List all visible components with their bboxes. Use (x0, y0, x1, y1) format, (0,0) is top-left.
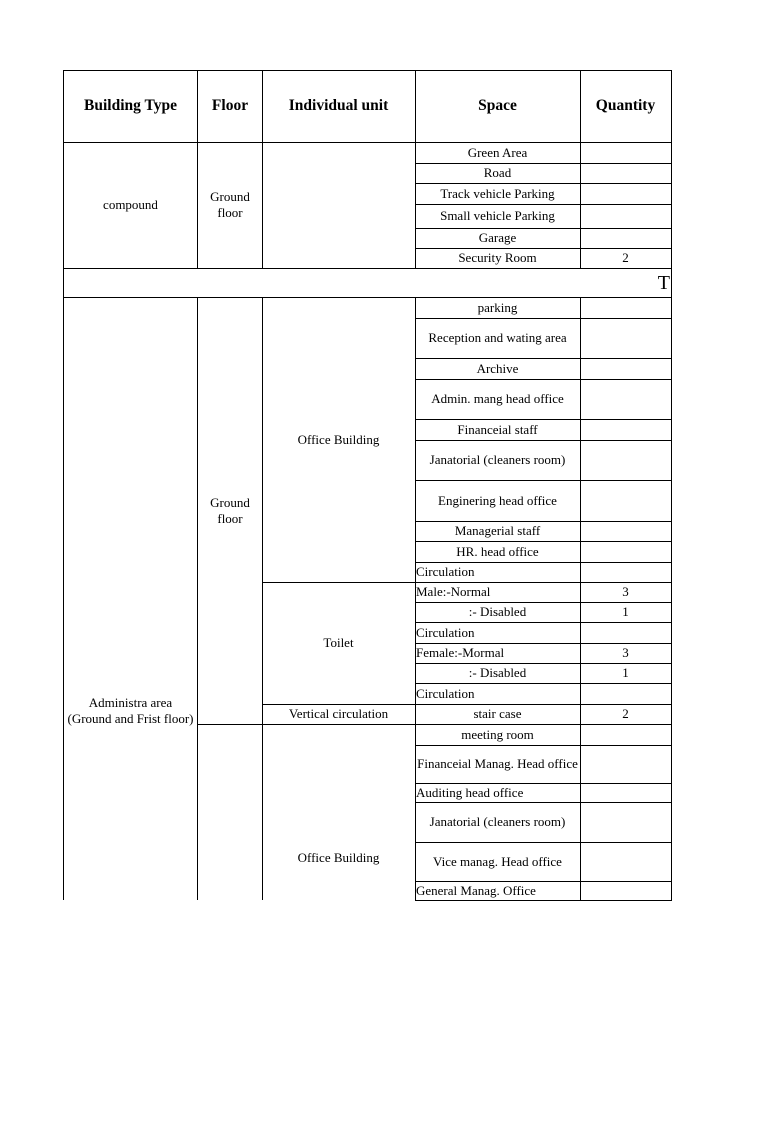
admin-office-quantity-cell (580, 440, 671, 480)
compound-floor: Ground floor (210, 189, 250, 220)
header-building-type: Building Type (84, 97, 177, 114)
admin-toilet-space-cell: Female:-Mormal (416, 645, 505, 660)
admin-first-floor-quantity-cell (580, 783, 671, 802)
compound-building-type: compound (103, 197, 158, 212)
admin-toilet-space-cell: :- Disabled (468, 665, 527, 680)
admin-toilet-space-cell: Male:-Normal (416, 584, 491, 599)
header-space: Space (478, 97, 517, 114)
admin-toilet-space-cell: Circulation (416, 624, 475, 640)
admin-office-quantity-cell (580, 480, 671, 521)
admin-toilet-quantity-cell: 1 (622, 665, 629, 680)
admin-first-floor-quantity-cell (580, 842, 671, 881)
header-individual-unit: Individual unit (288, 97, 389, 114)
admin-first-floor-quantity-cell (580, 802, 671, 842)
admin-toilet-space-cell: :- Disabled (468, 604, 527, 619)
admin-office-space-cell: Circulation (416, 564, 475, 579)
compound-space-cell: Green Area (467, 144, 528, 160)
admin-vertical-circulation-unit: Vertical circulation (288, 706, 389, 721)
admin-toilet-quantity-cell (580, 622, 671, 643)
admin-office-quantity-cell (580, 541, 671, 562)
compound-quantity-cell (580, 228, 671, 248)
admin-office-space-cell: Managerial staff (454, 523, 541, 538)
admin-vertical-space-cell: stair case (473, 706, 522, 721)
compound-quantity-cell: 2 (622, 250, 629, 265)
admin-office-space-cell: Archive (476, 360, 519, 376)
admin-office-space-cell: parking (477, 299, 518, 315)
compound-quantity-cell (580, 204, 671, 228)
admin-office-space-cell: Janatorial (cleaners room) (429, 452, 566, 467)
admin-toilet-quantity-cell: 3 (622, 645, 629, 660)
admin-first-floor-space-cell: Vice manag. Head office (433, 853, 562, 869)
header-quantity: Quantity (595, 97, 656, 114)
admin-first-floor-space-cell: Financeial Manag. Head office (417, 756, 578, 771)
admin-office-space-cell: HR. head office (456, 543, 539, 559)
header-floor: Floor (211, 97, 249, 114)
admin-building-type: Administra area (Ground and Frist floor) (67, 695, 194, 726)
admin-office-quantity-cell (580, 318, 671, 358)
separator-text: T (657, 271, 670, 294)
grid-line (415, 900, 672, 901)
compound-space-cell: Road (483, 165, 512, 180)
admin-first-floor-space-cell: Auditing head office (416, 784, 524, 800)
grid-line (671, 70, 672, 900)
admin-first-floor-space-cell: General Manag. Office (416, 882, 536, 898)
admin-office-quantity-cell (580, 521, 671, 541)
compound-space-cell: Track vehicle Parking (440, 185, 555, 201)
compound-individual-unit (262, 142, 415, 268)
admin-toilet-quantity-cell: 3 (622, 584, 629, 599)
compound-space-cell: Garage (478, 230, 517, 245)
admin-first-floor-quantity-cell (580, 881, 671, 900)
admin-toilet-space-cell: Circulation (416, 685, 475, 701)
admin-office-quantity-cell (580, 358, 671, 379)
compound-quantity-cell (580, 183, 671, 204)
admin-office-space-cell: Financeial staff (457, 421, 538, 437)
admin-first-floor-quantity-cell (580, 745, 671, 783)
compound-space-cell: Small vehicle Parking (440, 208, 555, 223)
admin-office-building-unit-2: Office Building (297, 850, 380, 865)
admin-first-floor-space-cell: Janatorial (cleaners room) (429, 814, 566, 829)
admin-office-space-cell: Enginering head office (438, 492, 557, 508)
admin-toilet-quantity-cell (580, 683, 671, 704)
admin-toilet-quantity-cell: 1 (622, 604, 629, 619)
compound-space-cell: Security Room (458, 250, 537, 265)
admin-office-building-unit: Office Building (297, 431, 380, 447)
admin-first-floor-space-cell: meeting room (461, 726, 534, 742)
admin-office-quantity-cell (580, 379, 671, 419)
admin-toilet-unit: Toilet (323, 635, 354, 650)
compound-quantity-cell (580, 163, 671, 183)
admin-office-quantity-cell (580, 297, 671, 318)
compound-quantity-cell (580, 142, 671, 163)
admin-first-floor-quantity-cell (580, 724, 671, 745)
admin-office-quantity-cell (580, 562, 671, 582)
admin-office-space-cell: Admin. mang head office (431, 391, 564, 406)
admin-ground-floor: Ground floor (210, 494, 250, 526)
admin-vertical-quantity-cell: 2 (622, 706, 629, 721)
admin-office-space-cell: Reception and wating area (428, 330, 567, 345)
admin-office-quantity-cell (580, 419, 671, 440)
